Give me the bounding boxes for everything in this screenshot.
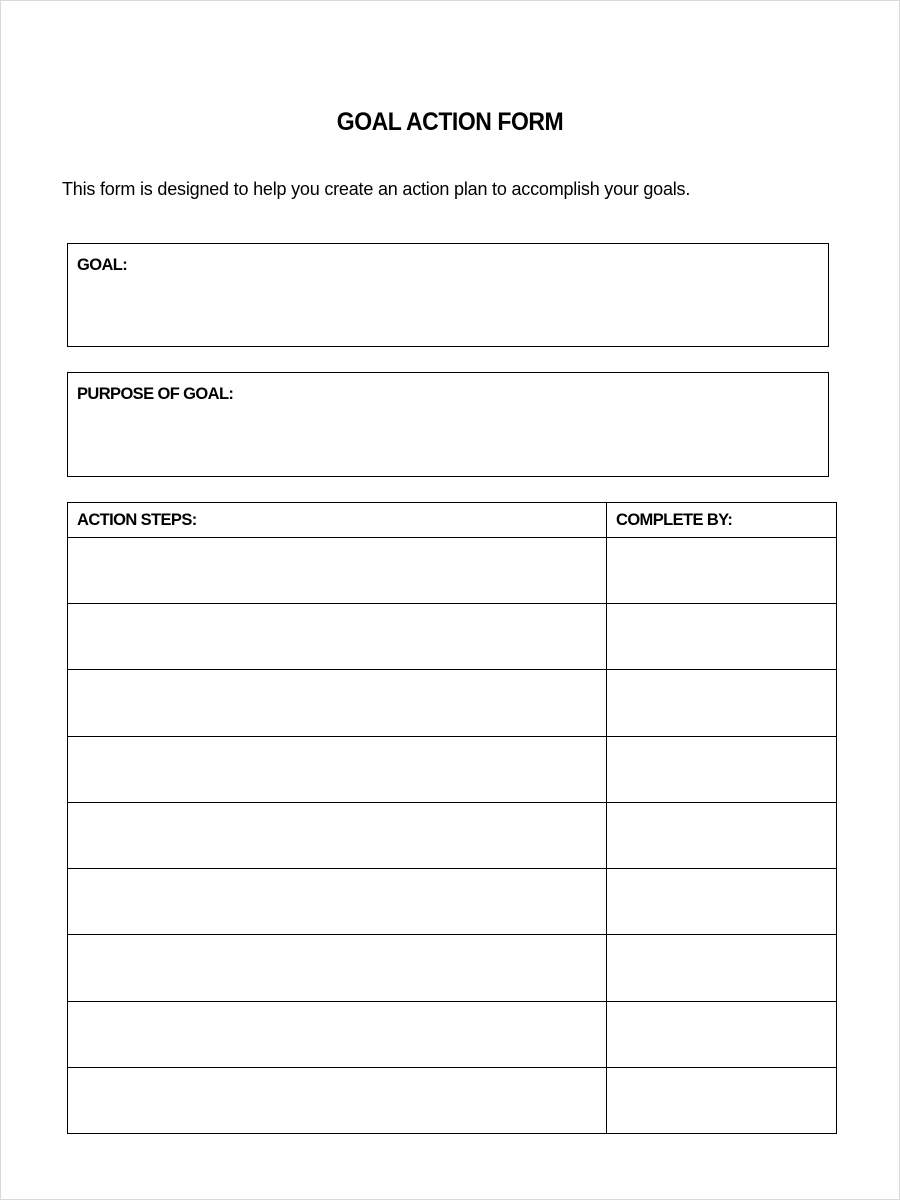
complete-by-cell[interactable] — [607, 1001, 837, 1067]
action-steps-header: ACTION STEPS: — [68, 503, 607, 538]
complete-by-cell[interactable] — [607, 935, 837, 1001]
table-row — [68, 1067, 837, 1133]
action-step-cell[interactable] — [68, 1001, 607, 1067]
table-row — [68, 802, 837, 868]
form-intro: This form is designed to help you create an action plan to accomplish your goals. — [62, 179, 691, 199]
goal-label: GOAL: — [77, 256, 128, 274]
action-step-cell[interactable] — [68, 670, 607, 736]
complete-by-cell[interactable] — [607, 670, 837, 736]
table-row — [68, 1001, 837, 1067]
action-step-cell[interactable] — [68, 1067, 607, 1133]
table-row — [68, 670, 837, 736]
action-step-cell[interactable] — [68, 802, 607, 868]
table-row — [68, 935, 837, 1001]
table-row — [68, 869, 837, 935]
action-step-cell[interactable] — [68, 935, 607, 1001]
action-step-cell[interactable] — [68, 869, 607, 935]
action-step-cell[interactable] — [68, 736, 607, 802]
action-steps-table — [67, 502, 837, 1134]
complete-by-cell[interactable] — [607, 604, 837, 670]
action-step-cell[interactable] — [68, 538, 607, 604]
table-header-row — [68, 503, 837, 538]
complete-by-cell[interactable] — [607, 1067, 837, 1133]
table-row — [68, 538, 837, 604]
complete-by-cell[interactable] — [607, 538, 837, 604]
purpose-box[interactable] — [67, 372, 829, 477]
form-title: GOAL ACTION FORM — [336, 108, 564, 136]
goal-box[interactable] — [67, 243, 829, 347]
complete-by-cell[interactable] — [607, 736, 837, 802]
complete-by-cell[interactable] — [607, 802, 837, 868]
purpose-label: PURPOSE OF GOAL: — [77, 385, 234, 403]
complete-by-cell[interactable] — [607, 869, 837, 935]
table-row — [68, 604, 837, 670]
action-step-cell[interactable] — [68, 604, 607, 670]
complete-by-header: COMPLETE BY: — [607, 503, 837, 538]
table-row — [68, 736, 837, 802]
